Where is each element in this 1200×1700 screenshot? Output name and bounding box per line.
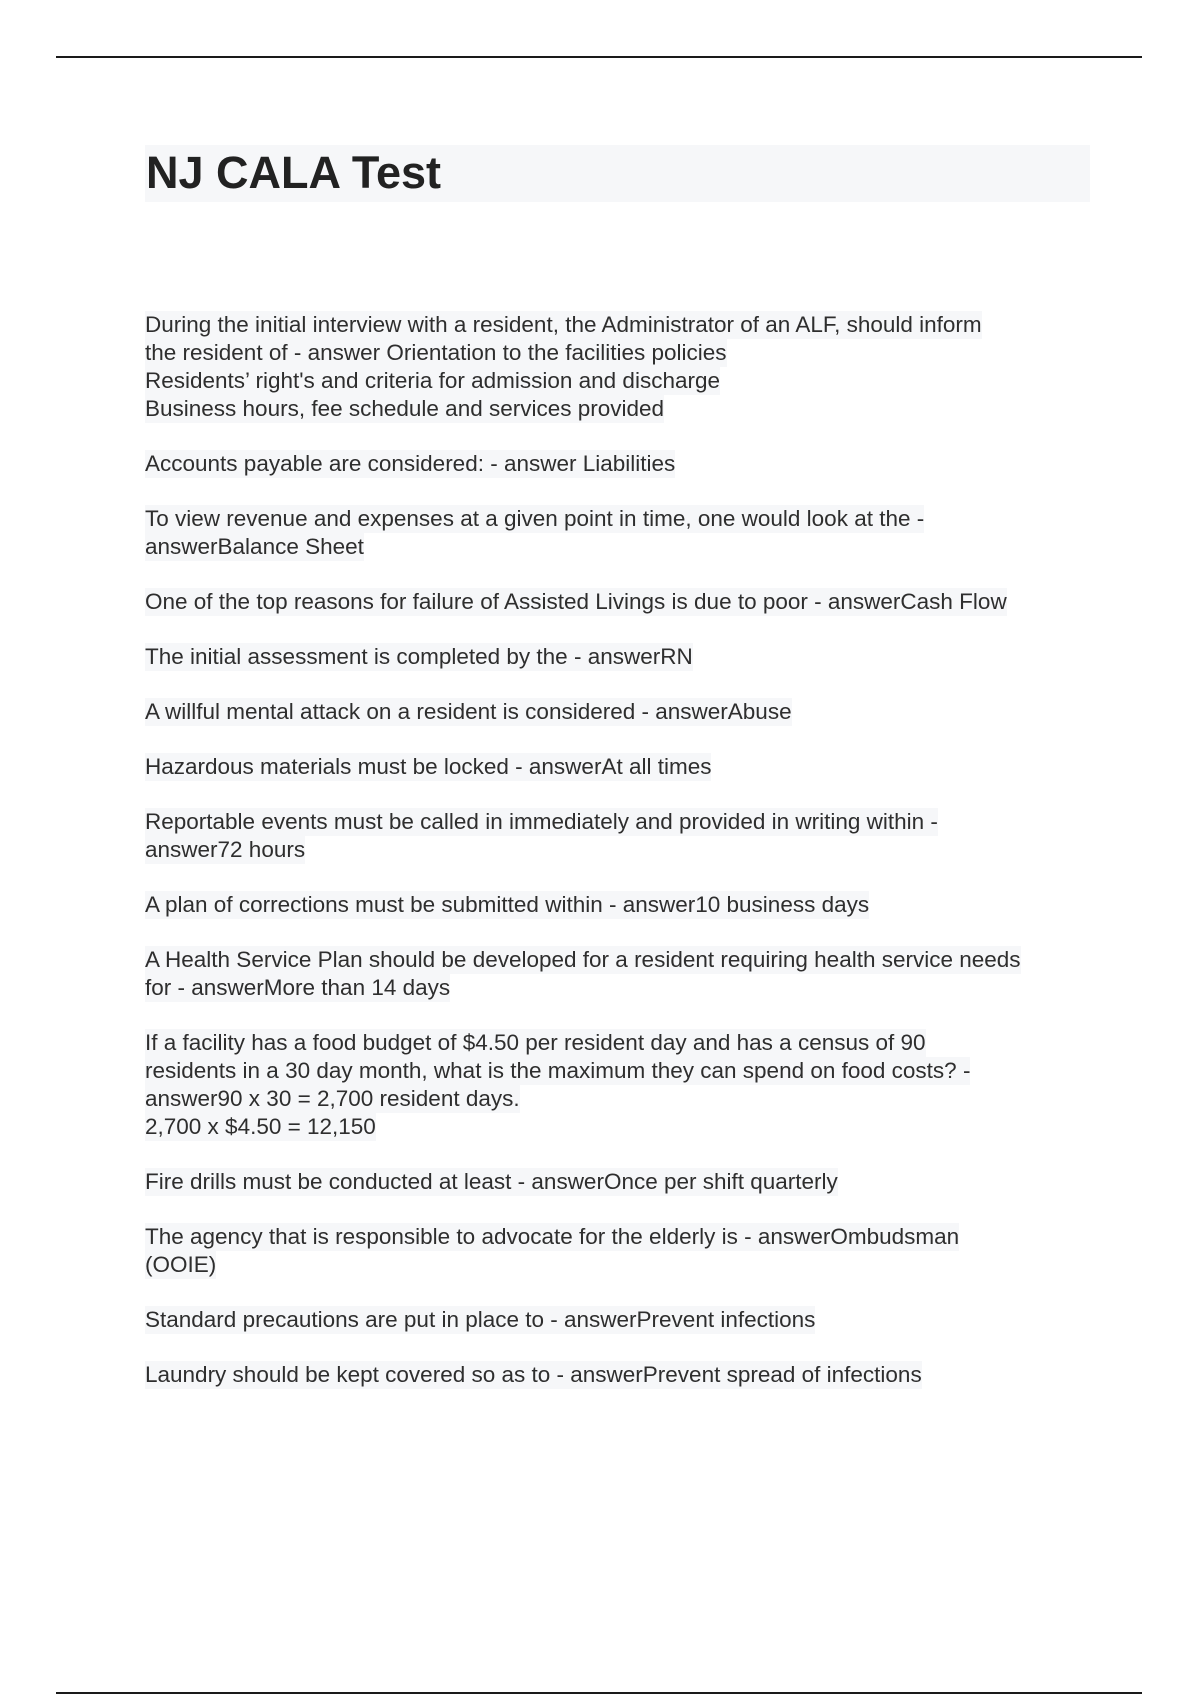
qa-item xyxy=(145,588,1095,616)
qa-text-line: answer72 hours xyxy=(145,837,306,862)
qa-text-line: answer90 x 30 = 2,700 resident days. xyxy=(145,1086,520,1111)
qa-item xyxy=(145,698,1095,726)
top-rule xyxy=(56,56,1142,58)
qa-item xyxy=(145,808,1095,864)
qa-text-line: The agency that is responsible to advocate for the elderly is - answerOmbudsman xyxy=(145,1224,960,1249)
qa-text-line: for - answerMore than 14 days xyxy=(145,975,451,1000)
qa-text-line: residents in a 30 day month, what is the maximum they can spend on food costs? - xyxy=(145,1058,971,1083)
qa-item xyxy=(145,505,1095,561)
qa-text-line: A plan of corrections must be submitted within - answer10 business days xyxy=(145,892,870,917)
qa-text-line: answerBalance Sheet xyxy=(145,534,364,559)
qa-text-line: 2,700 x $4.50 = 12,150 xyxy=(145,1114,376,1139)
qa-text-line: Business hours, fee schedule and services provided xyxy=(145,396,665,421)
qa-item xyxy=(145,1168,1095,1196)
qa-text-line: During the initial interview with a resident, the Administrator of an ALF, should inform xyxy=(145,312,982,337)
qa-text-line: Fire drills must be conducted at least - answerOnce per shift quarterly xyxy=(145,1169,838,1194)
qa-text-line: A Health Service Plan should be developed for a resident requiring health service needs xyxy=(145,947,1021,972)
qa-text-line: If a facility has a food budget of $4.50 per resident day and has a census of 90 xyxy=(145,1030,926,1055)
qa-text-line: Standard precautions are put in place to - answerPrevent infections xyxy=(145,1307,816,1332)
qa-text-line: Laundry should be kept covered so as to - answerPrevent spread of infections xyxy=(145,1362,922,1387)
qa-text-line: Accounts payable are considered: - answer Liabilities xyxy=(145,451,676,476)
qa-text-line: To view revenue and expenses at a given point in time, one would look at the - xyxy=(145,506,925,531)
qa-text-line: the resident of - answer Orientation to the facilities policies xyxy=(145,340,727,365)
qa-item xyxy=(145,311,1095,423)
qa-list xyxy=(145,311,1095,1416)
bottom-rule xyxy=(56,1692,1142,1694)
qa-item xyxy=(145,946,1095,1002)
qa-item xyxy=(145,1223,1095,1279)
qa-text-line: Residents’ right's and criteria for admission and discharge xyxy=(145,368,720,393)
qa-item xyxy=(145,450,1095,478)
qa-item xyxy=(145,753,1095,781)
qa-text-line: One of the top reasons for failure of Assisted Livings is due to poor - answerCash Flow xyxy=(145,589,1007,614)
qa-item xyxy=(145,891,1095,919)
qa-text-line: Hazardous materials must be locked - answerAt all times xyxy=(145,754,712,779)
qa-text-line: A willful mental attack on a resident is considered - answerAbuse xyxy=(145,699,792,724)
qa-text-line: (OOIE) xyxy=(145,1252,217,1277)
qa-text-line: The initial assessment is completed by the - answerRN xyxy=(145,644,693,669)
qa-item xyxy=(145,643,1095,671)
qa-item xyxy=(145,1029,1095,1141)
document-title: NJ CALA Test xyxy=(146,147,442,198)
qa-item xyxy=(145,1306,1095,1334)
qa-text-line: Reportable events must be called in immediately and provided in writing within - xyxy=(145,809,938,834)
qa-item xyxy=(145,1361,1095,1389)
